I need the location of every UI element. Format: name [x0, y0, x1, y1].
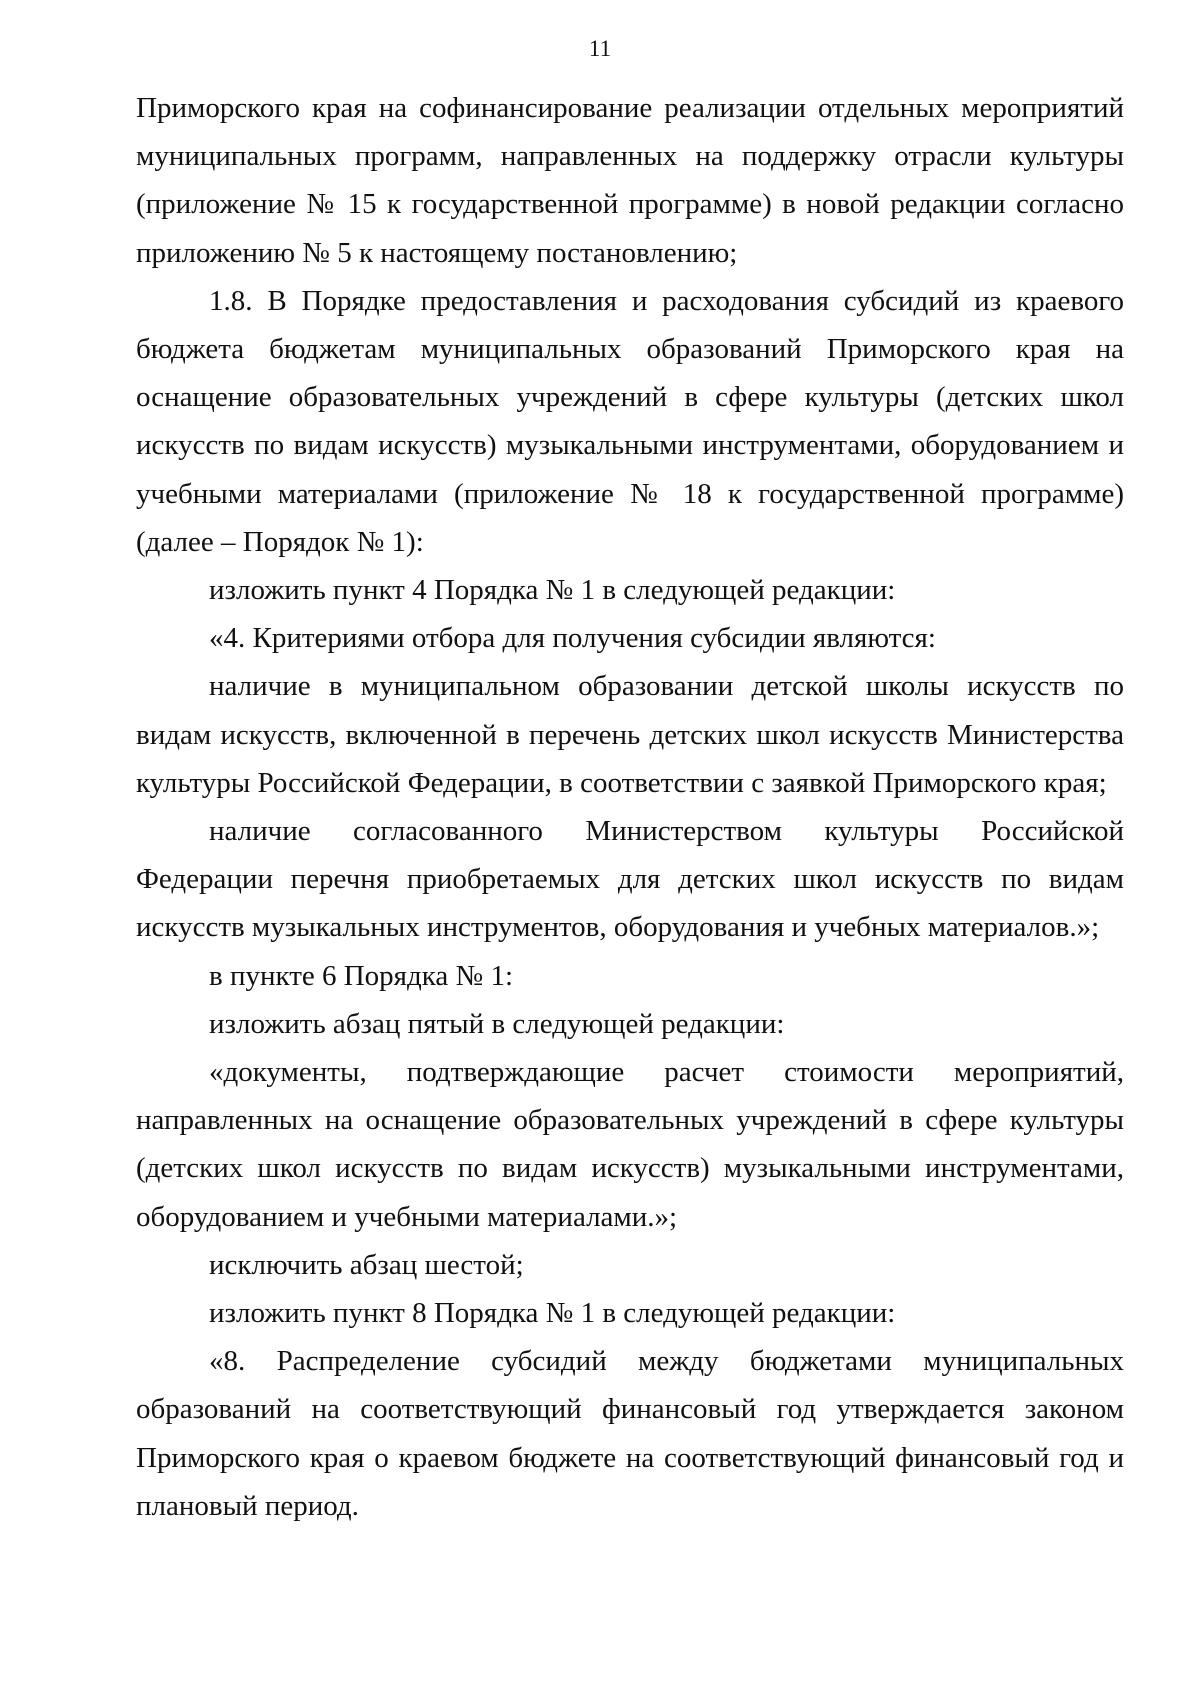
document-body [136, 84, 1124, 1530]
paragraph-point-4-heading: «4. Критериями отбора для получения субсидии являются: [209, 622, 936, 655]
paragraph-exclude-abzac-6: исключить абзац шестой; [209, 1248, 524, 1281]
paragraph-section-1-8: 1.8. В Порядке предоставления и расходования субсидий из краевого бюджета бюджетам муниципальных образований Приморского края на оснащение образовательных учреждений в сфере культуры (детских школ искусств по видам искусств) музыкальными инструментами, оборудованием и учебными материалами (приложение № 18 к государственной программе) (далее – Порядок № 1): [136, 284, 1124, 558]
paragraph-amend-point-4: изложить пункт 4 Порядка № 1 в следующей редакции: [209, 574, 896, 607]
paragraph-documents: «документы, подтверждающие расчет стоимости мероприятий, направленных на оснащение образовательных учреждений в сфере культуры (детских школ искусств по видам искусств) музыкальными инструментами, оборудованием и учебными материалами.»; [136, 1056, 1124, 1233]
paragraph-criterion-1: наличие в муниципальном образовании детской школы искусств по видам искусств, включенной в перечень детских школ искусств Министерства культуры Российской Федерации, в соответствии с заявкой Приморского края; [136, 670, 1124, 799]
paragraph-continuation: Приморского края на софинансирование реализации отдельных мероприятий муниципальных программ, направленных на поддержку отрасли культуры (приложение № 15 к государственной программе) в новой редакции согласно приложению № 5 к настоящему постановлению; [136, 92, 1124, 269]
paragraph-point-6: в пункте 6 Порядка № 1: [209, 959, 514, 992]
paragraph-criterion-2: наличие согласованного Министерством культуры Российской Федерации перечня приобретаемых для детских школ искусств по видам искусств музыкальных инструментов, оборудования и учебных материалов.»; [136, 815, 1124, 944]
paragraph-amend-abzac-5: изложить абзац пятый в следующей редакции: [209, 1007, 785, 1040]
paragraph-amend-point-8: изложить пункт 8 Порядка № 1 в следующей редакции: [209, 1297, 896, 1330]
paragraph-point-8: «8. Распределение субсидий между бюджетами муниципальных образований на соответствующий финансовый год утверждается законом Приморского края о краевом бюджете на соответствующий финансовый год и плановый период. [136, 1345, 1124, 1522]
page-number: 11 [588, 36, 612, 61]
